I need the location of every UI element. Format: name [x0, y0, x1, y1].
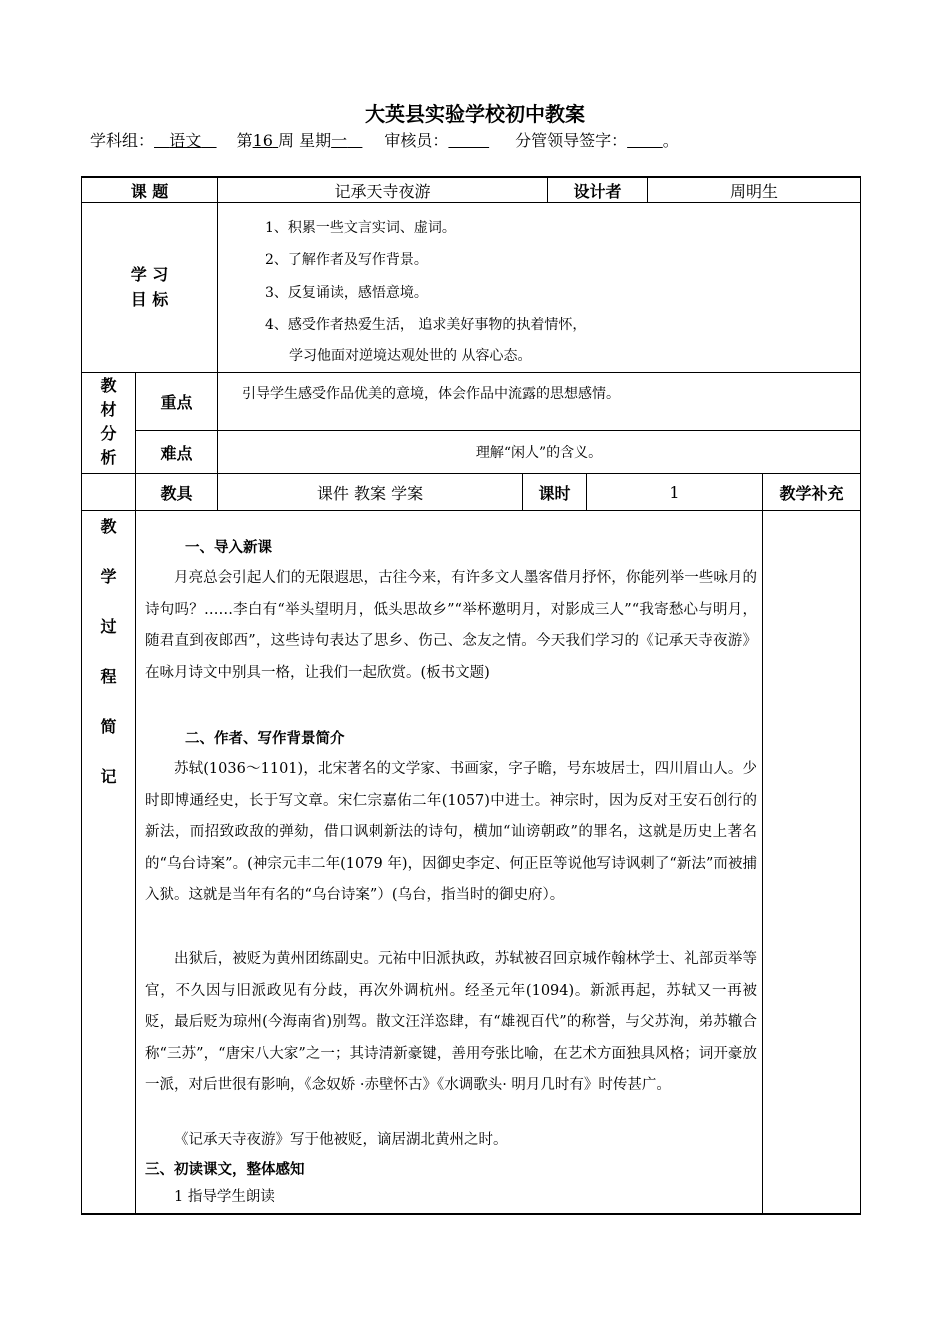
process-label-char: 简 [100, 717, 117, 736]
difficulty-label: 难点 [160, 443, 193, 463]
leader-label: 分管领导签字： [515, 131, 628, 150]
goal-item-3: 3、反复诵读，感悟意境。 [265, 285, 428, 301]
goal-item-5: 学习他面对逆境达观处世的 从容心态。 [289, 348, 532, 364]
difficulty-value: 理解“闲人”的含义。 [475, 445, 603, 461]
section-heading-2: 二、作者、写作背景简介 [185, 731, 345, 747]
weekday-value: 一 [331, 131, 348, 150]
week-suffix: 周 星期 [278, 131, 332, 150]
leader-end: 。 [662, 131, 679, 150]
process-label-char: 记 [100, 767, 117, 786]
goals-label: 学 习 目 标 [130, 265, 169, 309]
goal-item-4: 4、感受作者热爱生活， 追求美好事物的执着情怀， [265, 317, 587, 333]
section-heading-3: 三、初读课文，整体感知 [145, 1162, 305, 1178]
paragraph-reading: 1 指导学生朗读 [174, 1189, 275, 1205]
hours-label: 课时 [538, 483, 571, 503]
key-value: 引导学生感受作品优美的意境，体会作品中流露的思想感情。 [242, 386, 620, 402]
process-label-char: 学 [100, 567, 117, 586]
topic-value: 记承天寺夜游 [334, 181, 431, 201]
goal-item-1: 1、积累一些文言实词、虚词。 [265, 220, 456, 236]
tools-value: 课件 教案 学案 [316, 483, 424, 503]
subject-value: 语文 [169, 131, 202, 150]
paragraph-author: 苏轼(1036～1101)，北宋著名的文学家、书画家，字子瞻，号东坡居士，四川眉山人。少时即博通经史，长于写文章。宋仁宗嘉佑二年(1057)中进士。神宗时，因为反对王安石创行的新法，而招致政敌的弹劾，借口讽刺新法的诗句，横加“讪谤朝政”的罪名，这就是历史上著名的“乌台诗案”。(神宗元丰二年(1079 年)，因御史李定、何正臣等说他写诗讽刺了“新法”而被捕入狱。这就是当年有名的“乌台诗案”）(乌台，指当时的御史府）。 [145, 761, 757, 903]
week-value: 16 [252, 131, 273, 150]
paragraph-intro: 月亮总会引起人们的无限遐思，古往今来，有许多文人墨客借月抒怀，你能列举一些咏月的诗句吗？……李白有“举头望明月，低头思故乡”“举杯邀明月，对影成三人”“我寄愁心与明月，随君直到夜郎西”，这些诗句表达了思乡、伤己、念友之情。今天我们学习的《记承天寺夜游》在咏月诗文中别具一格，让我们一起欣赏。(板书文题) [145, 570, 757, 681]
topic-label: 课 题 [130, 181, 169, 201]
supplement-label: 教学补充 [779, 483, 844, 503]
analysis-label: 教 材 分 析 [100, 376, 117, 467]
hours-value: 1 [669, 482, 680, 502]
process-label-char: 教 [100, 517, 117, 536]
process-label-char: 程 [100, 667, 117, 686]
tools-label: 教具 [160, 483, 193, 503]
paragraph-career: 出狱后，被贬为黄州团练副史。元祐中旧派执政，苏轼被召回京城作翰林学士、礼部贡举等官，不久因与旧派政见有分歧，再次外调杭州。经圣元年(1094)。新派再起，苏轼又一再被贬，最后贬为琼州(今海南省)别驾。散文汪洋恣肆，有“雄视百代”的称誉，与父苏洵，弟苏辙合称“三苏”，“唐宋八大家”之一；其诗清新豪键，善用夸张比喻，在艺术方面独具风格；词开豪放一派，对后世很有影响，《念奴娇 ·赤壁怀古》《水调歌头· 明月几时有》时传甚广。 [145, 951, 757, 1093]
subject-label: 学科组： [90, 131, 155, 150]
designer-value: 周明生 [729, 181, 778, 201]
reviewer-label: 审核员： [384, 131, 449, 150]
goal-item-2: 2、了解作者及写作背景。 [265, 252, 428, 268]
key-label: 重点 [160, 393, 193, 412]
paragraph-background: 《记承天寺夜游》写于他被贬，谪居湖北黄州之时。 [174, 1132, 508, 1148]
section-heading-1: 一、导入新课 [185, 540, 272, 556]
reviewer-blank [448, 131, 489, 150]
header-line [90, 128, 679, 151]
leader-blank [627, 131, 663, 150]
week-prefix: 第 [236, 131, 253, 150]
document-title: 大英县实验学校初中教案 [365, 102, 585, 126]
designer-label: 设计者 [573, 181, 622, 201]
process-label-char: 过 [100, 617, 117, 636]
